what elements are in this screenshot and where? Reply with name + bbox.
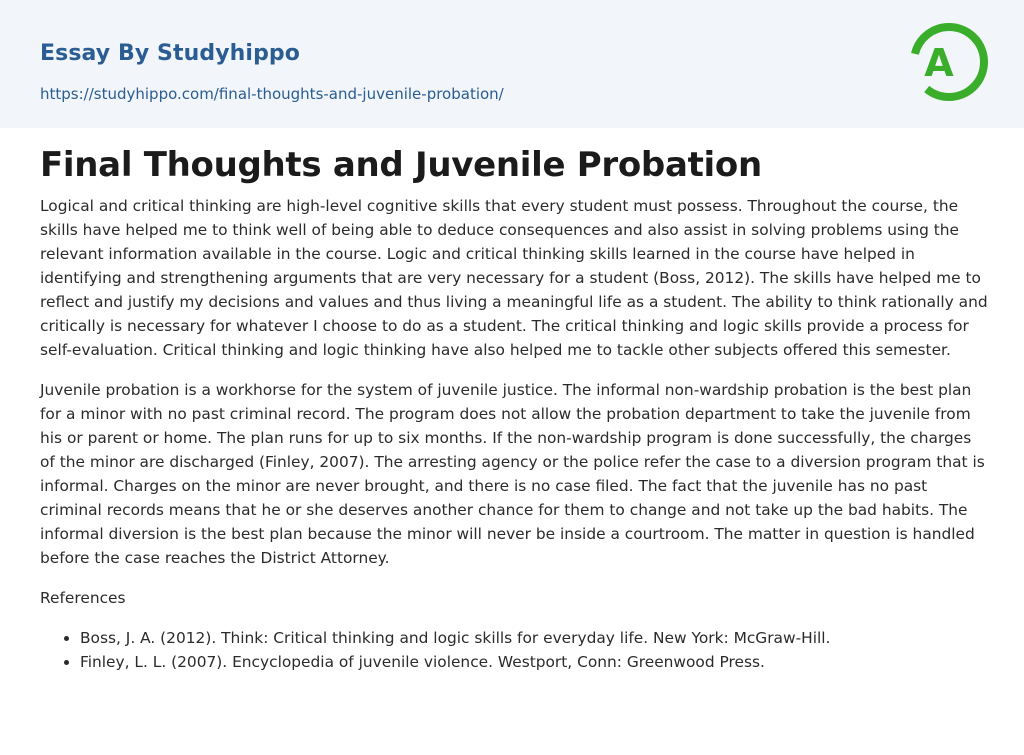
- page-url-link[interactable]: https://studyhippo.com/final-thoughts-and-juvenile-probation/: [40, 85, 504, 103]
- article-body: [40, 194, 988, 674]
- references-heading: References: [40, 589, 126, 607]
- logo-letter: A: [924, 41, 954, 85]
- reference-item: • Boss, J. A. (2012). Think: Critical thinking and logic skills for everyday life. New York: McGraw-Hill.: [80, 626, 988, 650]
- site-header: [0, 0, 1024, 128]
- reference-item: • Finley, L. L. (2007). Encyclopedia of juvenile violence. Westport, Conn: Greenwood Press.: [80, 650, 988, 674]
- brand-title[interactable]: Essay By Studyhippo: [40, 41, 300, 66]
- paragraph-1: Logical and critical thinking are high-level cognitive skills that every student must possess. Throughout the course, the skills have helped me to think well of being able to deduce consequences and also assist in solving problems using the relevant information available in the course. Logic and critical thinking skills learned in the course have helped in identifying and strengthening arguments that are very necessary for a student (Boss, 2012). The skills have helped me to reflect and justify my decisions and values and thus living a meaningful life as a student. The ability to think rationally and critically is necessary for whatever I choose to do as a student. The critical thinking and logic skills provide a process for self-evaluation. Critical thinking and logic thinking have also helped me to tackle other subjects offered this semester.: [40, 197, 988, 359]
- references-list: [40, 626, 988, 674]
- paragraph-2: Juvenile probation is a workhorse for the system of juvenile justice. The informal non-wardship probation is the best plan for a minor with no past criminal record. The program does not allow the probation department to take the juvenile from his or parent or home. The plan runs for up to six months. If the non-wardship program is done successfully, the charges of the minor are discharged (Finley, 2007). The arresting agency or the police refer the case to a diversion program that is informal. Charges on the minor are never brought, and there is no case filed. The fact that the juvenile has no past criminal records means that he or she deserves another chance for them to change and not take up the bad habits. The informal diversion is the best plan because the minor will never be inside a courtroom. The matter in question is handled before the case reaches the District Attorney.: [40, 381, 985, 567]
- studyhippo-logo-icon[interactable]: [910, 18, 988, 106]
- article-title: Final Thoughts and Juvenile Probation: [40, 145, 762, 185]
